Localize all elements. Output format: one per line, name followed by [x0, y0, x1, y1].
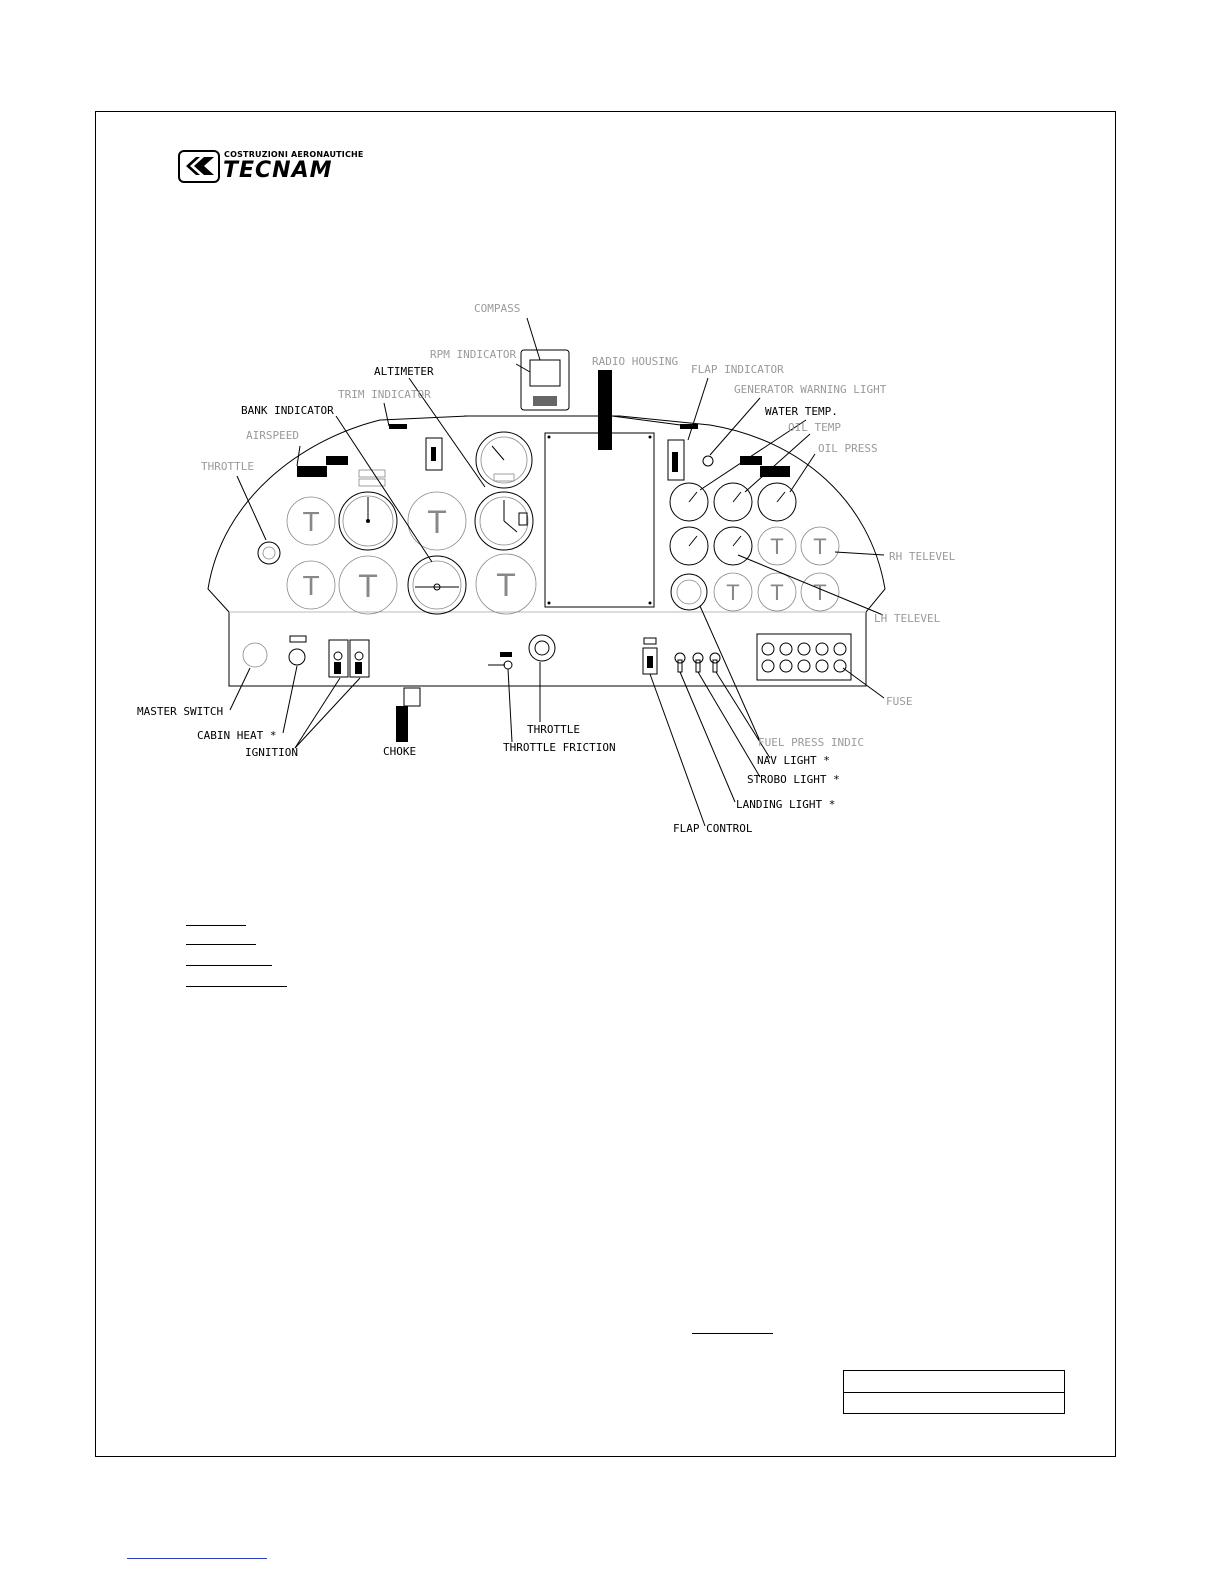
blank-rule: [186, 944, 256, 945]
fuse-panel: [757, 634, 851, 680]
master-switch-icon: [243, 643, 267, 667]
svg-text:T: T: [726, 580, 740, 605]
blank-rule: [186, 986, 287, 987]
throttle-friction-icon: [504, 661, 512, 669]
label-oil-temp: OIL TEMP: [788, 421, 841, 434]
label-lh-televel: LH TELEVEL: [874, 612, 941, 625]
radio-housing-marker: [598, 370, 612, 450]
svg-text:T: T: [813, 580, 827, 605]
label-master-switch: MASTER SWITCH: [137, 705, 224, 718]
label-throttle-left: THROTTLE: [201, 460, 254, 473]
fuel-press-gauge: [671, 574, 707, 610]
label-landing-light: LANDING LIGHT *: [736, 798, 836, 811]
svg-text:T: T: [770, 534, 784, 559]
oil-temp-gauge: [714, 483, 752, 521]
label-throttle-friction: THROTTLE FRICTION: [503, 741, 616, 754]
svg-text:T: T: [496, 567, 516, 603]
svg-text:T: T: [302, 570, 320, 601]
label-strobo-light: STROBO LIGHT *: [747, 773, 840, 786]
footer-link-rule[interactable]: [127, 1558, 267, 1559]
generator-warning-light-icon: [703, 456, 713, 466]
label-airspeed: AIRSPEED: [246, 429, 299, 442]
cabin-heat-knob-icon: [289, 649, 305, 665]
blank-rule: [186, 965, 272, 966]
label-oil-press: OIL PRESS: [818, 442, 878, 455]
label-ignition: IGNITION: [245, 746, 298, 759]
radio-housing-box: [545, 433, 654, 607]
label-generator-warning-light: GENERATOR WARNING LIGHT: [734, 383, 887, 396]
svg-text:T: T: [770, 580, 784, 605]
label-rh-televel: RH TELEVEL: [889, 550, 956, 563]
label-flap-control: FLAP CONTROL: [673, 822, 753, 835]
label-throttle: THROTTLE: [527, 723, 580, 736]
airspeed-indicator: [339, 492, 397, 550]
label-compass: COMPASS: [474, 302, 521, 315]
logo-subtitle: COSTRUZIONI AERONAUTICHE: [224, 150, 364, 159]
altimeter-gauge: [475, 492, 533, 550]
label-nav-light: NAV LIGHT *: [757, 754, 830, 767]
rpm-indicator-gauge: [476, 432, 532, 488]
logo-name: TECNAM: [223, 158, 333, 183]
choke-icon: [404, 688, 420, 706]
bank-indicator-gauge: [408, 556, 466, 614]
label-fuse: FUSE: [886, 695, 913, 708]
label-cabin-heat: CABIN HEAT *: [197, 729, 277, 742]
label-altimeter: ALTIMETER: [374, 365, 434, 378]
revision-box: [843, 1370, 1065, 1414]
oil-press-gauge: [758, 483, 796, 521]
label-radio-housing: RADIO HOUSING: [592, 355, 679, 368]
label-rpm-indicator: RPM INDICATOR: [430, 348, 517, 361]
svg-text:T: T: [302, 506, 320, 537]
light-switch-icon: [675, 653, 720, 672]
blank-rule: [186, 925, 246, 926]
label-bank-indicator: BANK INDICATOR: [241, 404, 334, 417]
throttle-control-icon: [529, 635, 555, 661]
svg-text:T: T: [427, 504, 447, 540]
label-fuel-press-indic: FUEL PRESS INDIC: [758, 736, 864, 749]
svg-text:T: T: [813, 534, 827, 559]
svg-text:T: T: [358, 568, 378, 604]
rh-televel-gauge: [670, 527, 708, 565]
lh-televel-gauge: [714, 527, 752, 565]
throttle-knob-icon: [258, 542, 280, 564]
label-trim-indicator: TRIM INDICATOR: [338, 388, 431, 401]
label-water-temp: WATER TEMP.: [765, 405, 838, 418]
label-choke: CHOKE: [383, 745, 417, 758]
blank-gauge: [287, 492, 839, 614]
label-flap-indicator: FLAP INDICATOR: [691, 363, 784, 376]
blank-rule: [692, 1333, 773, 1334]
